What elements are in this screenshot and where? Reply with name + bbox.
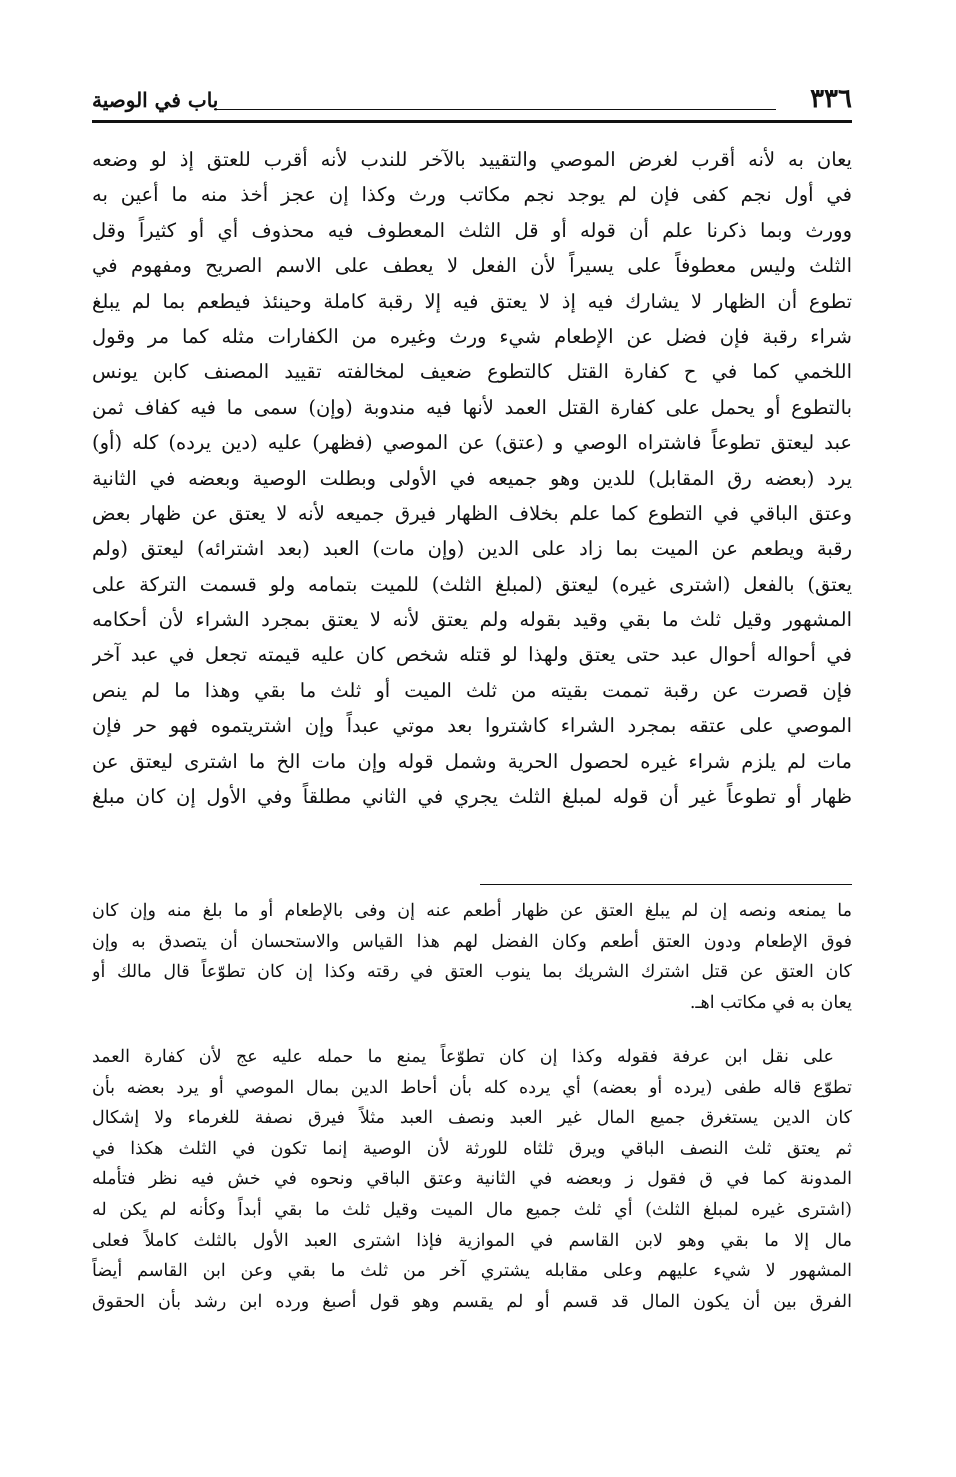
text-line: في أحواله أحوال عبد حتى يعتق ولهذا لو قتله شخص كان عليه قيمته تجعل في عبد آخر — [92, 643, 852, 667]
text-line: المدونة كما في ق فقول ز وبعضه في الثانية وعتق الباقي ونحوه في خش فيه نظر فتأمله — [92, 1169, 852, 1190]
text-line: وورث وبما ذكرنا علم أن قوله أو قل الثلث المعطوف فيه محذوف أي أو كثيراً وقل — [92, 218, 852, 242]
header-rule — [214, 109, 776, 110]
text-line: يعتق) بالفعل (اشترى غيره) ليعتق (لمبلغ الثلث) للميت بتمامه ولو قسمت التركة على — [92, 572, 852, 596]
footnote-separator — [480, 884, 852, 885]
page-number: ٣٣٦ — [810, 84, 852, 114]
text-line: الفرق بين أن يكون المال قد قسم أو لم يقسم وهو قول أصبغ ورده ابن رشد بأن الحقوق — [92, 1291, 852, 1312]
text-line: ما يمنعه ونصه إن لم يبلغ العتق عن ظهار أطعم عنه إن وفى بالإطعام أو ما بلغ منه وإن كان — [92, 901, 852, 921]
footnote-block-2 — [92, 1042, 852, 1317]
text-line: تطوع أن الظهار لا يشارك فيه إذ لا يعتق فيه إلا رقبة كاملة وحينئذ فيطعم بما لم يبلغ — [92, 289, 852, 313]
text-line: المشهور وقيل ثلث ما بقي وقيد بقوله ولم يعتق لأنه لا يعتق بمجرد الشراء لأن أحكامه — [92, 608, 852, 632]
text-line: يعان به لأنه أقرب لغرض الموصي والتقييد بالآخر للندب لأنه أقرب للعتق إذ لو وضعه — [92, 148, 852, 171]
text-line: مات لم يلزم شراء غيره لحصول الحرية وشمل قوله وإن مات الخ ما اشترى ليعتق عن — [92, 749, 852, 773]
text-line: وعتق الباقي في التطوع كما علم بخلاف الظهار فيرق جميعه لأنه لا يعتق عن ظهار بعض — [92, 501, 852, 525]
text-line: (اشترى غيره لمبلغ الثلث) أي ثلث جميع مال الميت وقيل ثلث ما بقي أبداً وكأنه لم يكن له — [92, 1199, 852, 1220]
footnote-block-1 — [92, 896, 852, 1018]
text-line: شراء رقبة فإن فضل عن الإطعام شيء ورث وغيره من الكفارات مثله كما مر وقول — [92, 324, 852, 348]
text-line: بالتطوع أو يحمل على كفارة القتل العمد لأنها فيه مندوبة (وإن) سمى ما فيه كفاف ثمن — [92, 395, 852, 419]
text-line: الموصي على عتقه بمجرد الشراء كاشتروا بعد موتي عبداً وإن اشتريتموه فهو حر فإن — [92, 714, 852, 738]
text-line: مال إلا ما بقي وهو لابن القاسم في الموازية فإذا اشترى العبد الأول بالثلث كاملاً فعلى — [92, 1230, 852, 1251]
text-line: فوق الإطعام ودون العتق أطعم وكان الفضل لهم هذا القياس والاستحسان أن يتصدق به وإن — [92, 931, 852, 952]
text-line: ثم يعتق ثلث النصف الباقي ويرق ثلثاه للورثة لأن الوصية إنما تكون في الثلث هكذا في — [92, 1138, 852, 1159]
running-head: باب في الوصية — [92, 88, 219, 112]
text-line: رقبة ويطعم عن الميت بما زاد على الدين (وإن مات) العبد (بعد اشترائه) ليعتق (ولم — [92, 537, 852, 561]
header-thick-rule — [92, 120, 852, 123]
text-line: ظهار أو تطوعاً غير أن قوله لمبلغ الثلث يجري في الثاني مطلقاً وفي الأول إن كان مبلغ — [92, 785, 852, 809]
text-line: فإن قصرت عن رقبة تممت بقيته من ثلث الميت أو ثلث ما بقي وهذا ما لم ينص — [92, 678, 852, 702]
text-line: يعان به في مكاتب اهـ. — [689, 992, 852, 1013]
text-line: في أول نجم كفى فإن لم يوجد نجم مكاتب ورث وكذا إن عجز أخذ منه ما أعين به — [92, 183, 852, 207]
page-header — [92, 82, 852, 122]
text-line: على نقل ابن عرفة فقوله وكذا إن كان تطوّعاً يمنع ما حمله عليه عج لأن كفارة العمد — [92, 1047, 834, 1067]
text-line: اللخمي كما في ح كفارة القتل كالتطوع ضعيف لمخالفته تقييد المصنف كابن يونس — [92, 360, 852, 384]
text-line: كان الدين يستغرق جميع المال غير العبد ونصف العبد مثلاً فيرق نصفة للغرماء ولا إشكال — [92, 1108, 852, 1129]
text-line: كان العتق عن قتل اشترك الشريك بما ينوب العتق في رقته وكذا إن كان تطوّعاً قال مالك أو — [92, 962, 852, 983]
text-line: الثلث وليس معطوفاً على يسيراً لأن الفعل لا يعطف على الاسم الصريح ومفهوم في — [92, 254, 852, 278]
text-line: المشهور لا شيء عليهم وعلى مقابله يشتري آخر من ثلث ما بقي وعن ابن القاسم أيضاً — [92, 1261, 852, 1282]
text-line: تطوّع قاله طفى (يرده أو بعضه) أي يرده كله بأن أحاط الدين بمال الموصي أو يرد بعضه بأن — [92, 1077, 852, 1098]
text-line: عبد ليعتق تطوعاً فاشتراه الوصي و (عتق) عن الموصي (فظهر) عليه (دين يرده) كله (أو) — [92, 431, 852, 455]
text-line: يرد (بعضه رق المقابل) للدين وهو جميعه في الأولى وبطلت الوصية وبعضه في الثانية — [92, 466, 852, 490]
main-text-block — [92, 142, 852, 814]
